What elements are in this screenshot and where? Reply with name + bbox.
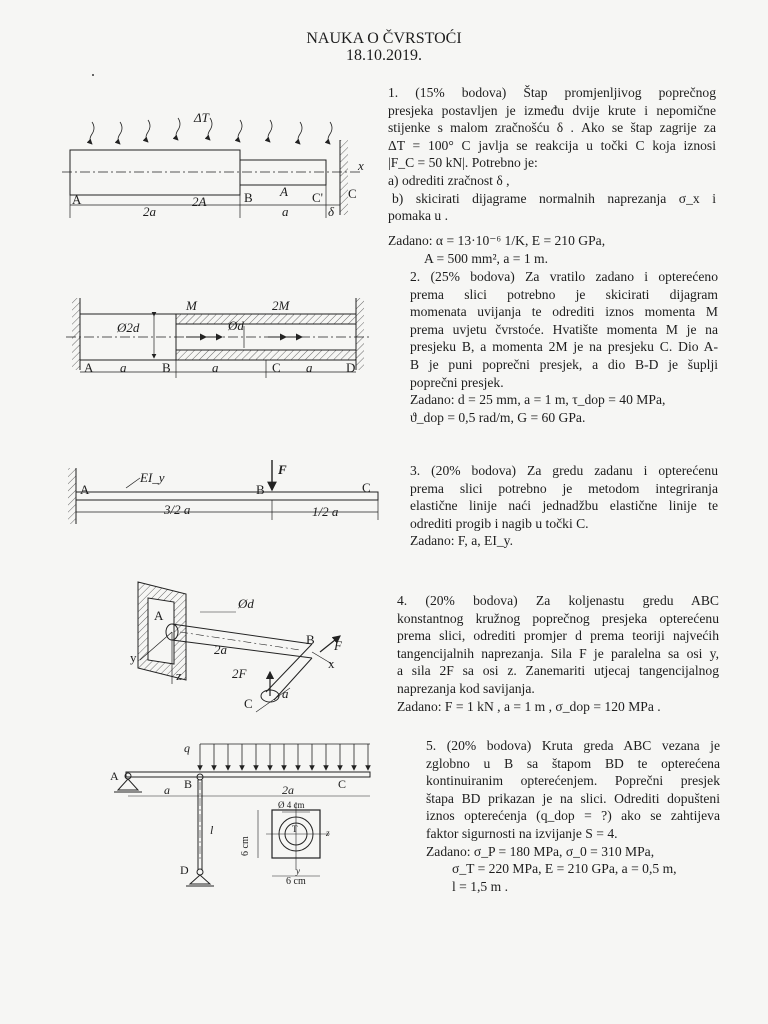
p3-line: elastične linije naći jednadžbu elastične linije te — [410, 498, 718, 514]
label: δ — [328, 204, 335, 219]
p1-given-line: A = 500 mm², a = 1 m. — [424, 250, 549, 266]
p3-line: 3. (20% bodova) Za gredu zadanu i opterećenu — [410, 463, 718, 478]
label: x — [358, 158, 364, 173]
label: 2M — [272, 298, 290, 313]
p4-line: 4. (20% bodova) Za koljenastu gredu ABC — [397, 593, 719, 608]
p5-line: kontinuiranim opterećenjem. Poprečni presjek — [426, 773, 720, 789]
label: B — [162, 360, 171, 375]
label: a — [212, 360, 219, 375]
label: A — [80, 482, 90, 497]
p1-line: 1. (15% bodova) Štap promjenljivog poprečnog — [388, 85, 716, 100]
p1-line: pomaka u . — [388, 208, 449, 224]
p2-line: Zadano: d = 25 mm, a = 1 m, τ_dop = 40 MPa, — [410, 392, 666, 408]
label: 2a — [214, 642, 227, 657]
label: 2a — [282, 783, 294, 797]
label: B — [306, 632, 315, 647]
p4-line: tangencijalnih naprezanja. Sila F je paralelna sa osi y, — [397, 645, 719, 661]
p1-line: a) odrediti zračnost δ , — [388, 172, 510, 188]
label: z — [326, 828, 330, 838]
label: F — [278, 462, 287, 477]
exam-date: 18.10.2019. — [346, 47, 422, 64]
label: C — [348, 186, 357, 201]
label: A — [72, 192, 82, 207]
p3-line: prema slici potrebno je metodom integriranja — [410, 480, 718, 496]
label: a — [306, 360, 313, 375]
label: A — [280, 184, 288, 199]
heat-arrows — [90, 118, 332, 144]
label: 3/2 a — [164, 502, 191, 517]
p5-line: zglobno u B sa štapom BD te opterećena — [426, 755, 720, 771]
label: A — [110, 769, 119, 783]
label: M — [186, 298, 197, 313]
label: EI_y — [140, 470, 165, 485]
p4-line: Zadano: F = 1 kN , a = 1 m , σ_dop = 120 MPa . — [397, 698, 661, 714]
label: 2A — [192, 194, 207, 209]
label: 1/2 a — [312, 504, 339, 519]
p1-line: |F_C = 50 kN|. Potrebno je: — [388, 155, 538, 171]
label: C — [338, 777, 347, 791]
exam-title: NAUKA O ČVRSTOĆI — [306, 30, 462, 47]
label: x — [328, 656, 335, 671]
label: q — [184, 741, 190, 755]
label: a — [120, 360, 127, 375]
p4-line: a sila 2F sa osi z. Zanemariti utjecaj tangencijalnog — [397, 663, 719, 679]
label: C — [244, 696, 253, 711]
label: Ø2d — [117, 320, 140, 335]
label: A — [84, 360, 94, 375]
p4-line: konstantnog kružnog poprečnog presjeka opterećenu — [397, 610, 719, 626]
p2-line: prema slici potrebno je skicirati dijagram — [410, 286, 718, 302]
label: z — [176, 668, 182, 683]
p5-line: faktor sigurnosti na izvijanje S = 4. — [426, 825, 618, 841]
p1-line: ΔT = 100° C javlja se reakcija u točki C koja iznosi — [388, 137, 716, 153]
label: C' — [312, 190, 324, 205]
p5-line: Zadano: σ_P = 180 MPa, σ_0 = 310 MPa, — [426, 843, 655, 859]
label: T — [292, 824, 298, 834]
p2-line: 2. (25% bodova) Za vratilo zadano i opterećeno — [410, 269, 718, 284]
figure-3-labels — [80, 462, 371, 519]
p2-line: momenata uvijanja te odrediti iznos momenta M — [410, 304, 718, 320]
label: ΔT — [194, 110, 209, 125]
p1-line: stijenke s malom zračnošću δ . Ako se štap zagrije za — [388, 120, 716, 136]
label: a — [164, 783, 170, 797]
p2-line: presjeku B, a momenta 2M je na presjeku C. Dio A- — [410, 339, 718, 355]
label: y — [296, 866, 300, 876]
right-wall — [356, 298, 364, 370]
p5-line: l = 1,5 m . — [452, 878, 509, 894]
label: C — [362, 480, 371, 495]
label: 6 cm — [240, 836, 251, 856]
label: C — [272, 360, 281, 375]
p1-line: b) skicirati dijagrame normalnih naprezanja σ_x i — [392, 190, 716, 206]
wall — [340, 140, 348, 215]
p5-line: σ_T = 220 MPa, E = 210 GPa, a = 0,5 m, — [452, 861, 677, 877]
label: l — [210, 823, 214, 837]
label: F — [334, 638, 342, 653]
label: Ød — [238, 596, 254, 611]
p2-line: poprečni presjek. — [410, 374, 504, 390]
label: Ø 4 cm — [278, 800, 305, 810]
label: B — [256, 482, 265, 497]
label: 2F — [232, 666, 247, 681]
p3-line: odrediti progib i nagib u točki C. — [410, 515, 589, 531]
p2-line: prema uvjetu čvrstoće. Hvatište momenta M je na — [410, 321, 718, 337]
p5-line: 5. (20% bodova) Kruta greda ABC vezana je — [426, 738, 720, 753]
label: D — [346, 360, 356, 375]
left-wall — [72, 298, 80, 370]
p1-line: presjeka postavljen je između dvije krute i nepomične — [388, 102, 716, 118]
p5-line: štapa BD prikazan je na slici. Odrediti dopušteni — [426, 790, 720, 806]
p4-line: prema slici, odrediti promjer d prema teoriji najvećih — [397, 628, 719, 644]
label: Ød — [228, 318, 244, 333]
label: D — [180, 863, 189, 877]
fixed-support — [68, 468, 76, 524]
label: 2a — [143, 204, 156, 219]
label: 6 cm — [286, 876, 306, 887]
label: y — [130, 650, 137, 665]
figure-1-labels — [72, 110, 364, 219]
p5-line: iznos opterećenja (q_dop = ?) ako se zahtijeva — [426, 808, 720, 824]
p4-line: naprezanja kod savijanja. — [397, 680, 535, 696]
p2-line: B je puni poprečni presjek, a dio B-D je šuplji — [410, 356, 718, 372]
p1-given-line: Zadano: α = 13·10⁻⁶ 1/K, E = 210 GPa, — [388, 233, 606, 248]
p2-line: ϑ_dop = 0,5 rad/m, G = 60 GPa. — [410, 409, 586, 425]
distributed-load — [200, 744, 370, 770]
p3-line: Zadano: F, a, EI_y. — [410, 533, 513, 549]
label: A — [154, 608, 164, 623]
label: a — [282, 686, 289, 701]
figure-5-structure — [114, 744, 370, 886]
label: B — [184, 777, 193, 791]
label: B — [244, 190, 253, 205]
label: a — [282, 204, 289, 219]
